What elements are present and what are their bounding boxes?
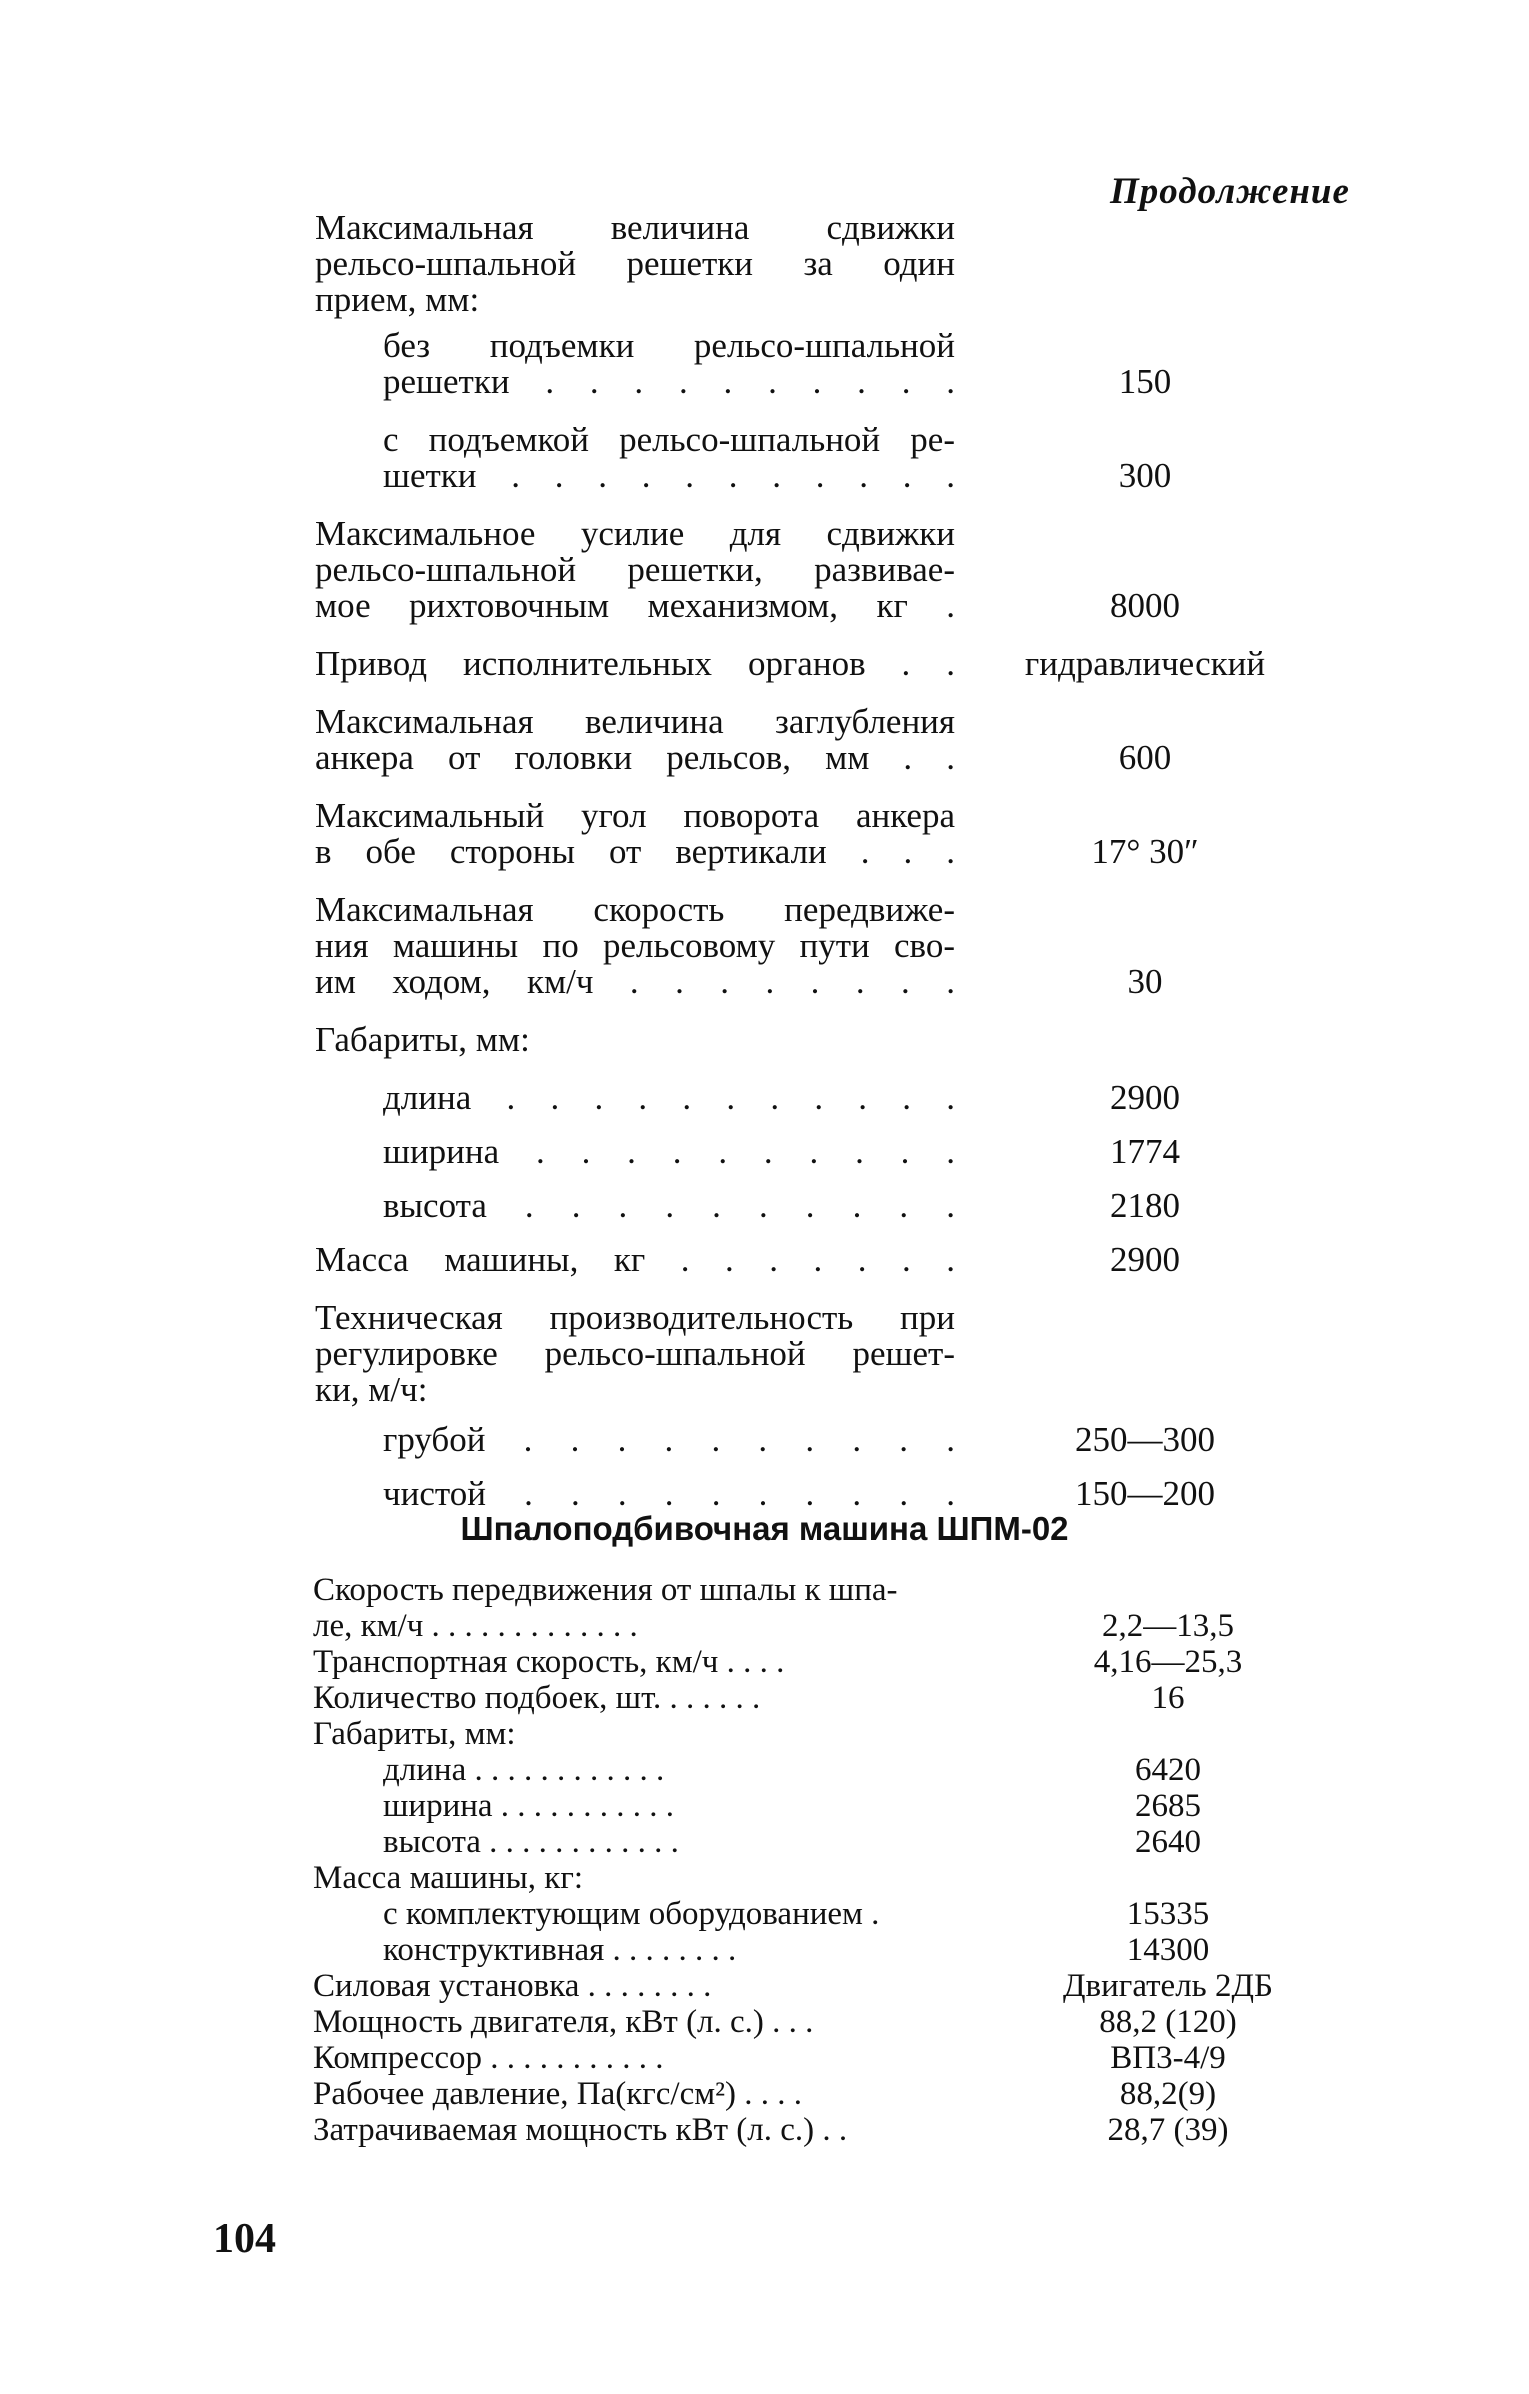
spec-row [315,1080,1325,1116]
spec-row [313,1680,1333,1716]
spec-label: Компрессор . . . . . . . . . . . [313,2040,664,2076]
spec-value: ВП3-4/9 [1110,2040,1226,2076]
spec-label: Максимальное усилие для сдвижки [315,514,955,553]
spec-label: Привод исполнительных органов . . [315,644,955,683]
spec-value: 2900 [1110,1078,1180,1117]
spec-label: Максимальный угол поворота анкера [315,796,955,835]
productivity-heading [315,1300,1325,1408]
spec-row [313,1860,1333,1896]
spec-value: Двигатель 2ДБ [1063,1968,1273,2004]
spec-value: 30 [1127,962,1163,1001]
shift-intro-line: Максимальная величина сдвижки [315,208,955,247]
spec-row [313,1896,1333,1932]
spec-value: 17° 30″ [1091,832,1199,871]
spec-row [313,1824,1333,1860]
spec-value: 2180 [1110,1186,1180,1225]
spec-value: 600 [1118,738,1172,777]
spec-row [313,1608,1333,1644]
spec-value: 14300 [1126,1932,1210,1968]
shift-intro-line: рельсо-шпальной решетки за один [315,244,955,283]
spec-value: 2640 [1135,1824,1201,1860]
spec-value: 2,2—13,5 [1102,1608,1234,1644]
spec-row [315,646,1325,682]
spec-value: 2685 [1135,1788,1201,1824]
spec-value: 28,7 (39) [1107,2112,1229,2148]
dimensions-heading: Габариты, мм: [315,1020,530,1059]
spec-value: 300 [1118,456,1172,495]
spec-label: Количество подбоек, шт. . . . . . . [313,1680,761,1716]
spec-label: Скорость передвижения от шпалы к шпа- [313,1572,898,1608]
spec-row [313,1572,1333,1608]
spec-label: Масса машины, кг: [313,1860,584,1896]
spec-label: конструктивная . . . . . . . . [383,1932,737,1968]
spec-label: Максимальная скорость передвиже- [315,890,955,929]
spec-label: с комплектующим оборудованием . [383,1896,880,1932]
spec-row [315,1134,1325,1170]
spec-value: 15335 [1126,1896,1210,1932]
spec-label: высота . . . . . . . . . . [383,1186,955,1225]
spec-label: ния машины по рельсовому пути сво- [315,926,955,965]
specs-section-2 [313,1572,1333,2148]
spec-row [315,1476,1325,1512]
spec-value: 16 [1151,1680,1185,1716]
spec-label: Затрачиваемая мощность кВт (л. с.) . . [313,2112,848,2148]
spec-label: Максимальная величина заглубления [315,702,955,741]
spec-label: с подъемкой рельсо-шпальной ре- [383,420,955,459]
spec-label: без подъемки рельсо-шпальной [383,326,955,365]
spec-value: 1774 [1110,1132,1180,1171]
spec-label: рельсо-шпальной решетки, развивае- [315,550,955,589]
spec-row [315,1242,1325,1278]
spec-row [315,328,1325,400]
spec-label: в обе стороны от вертикали . . . [315,832,955,871]
spec-label: решетки . . . . . . . . . . [383,362,955,401]
spec-value: 250—300 [1075,1420,1215,1459]
spec-value: 88,2(9) [1119,2076,1217,2112]
spec-row [313,1752,1333,1788]
section-title: Шпалоподбивочная машина ШПМ-02 [460,1510,1069,1547]
spec-value: 6420 [1135,1752,1201,1788]
spec-value: гидравлический [1024,644,1266,683]
spec-row [315,892,1325,1000]
spec-row [315,704,1325,776]
spec-label: анкера от головки рельсов, мм . . [315,738,955,777]
spec-label: ширина . . . . . . . . . . [383,1132,955,1171]
spec-label: Масса машины, кг . . . . . . . [315,1240,955,1279]
spec-row [313,2004,1333,2040]
spec-label: Рабочее давление, Па(кгс/см²) . . . . [313,2076,803,2112]
spec-label: грубой . . . . . . . . . . [383,1420,955,1459]
spec-row [313,2112,1333,2148]
spec-row [315,1188,1325,1224]
spec-label: Габариты, мм: [313,1716,516,1752]
spec-label: Транспортная скорость, км/ч . . . . [313,1644,785,1680]
spec-row [313,1644,1333,1680]
spec-label: Мощность двигателя, кВт (л. с.) . . . [313,2004,814,2040]
spec-label: длина . . . . . . . . . . . . [383,1752,665,1788]
spec-row [313,2076,1333,2112]
spec-label: Силовая установка . . . . . . . . [313,1968,712,2004]
spec-label: ле, км/ч . . . . . . . . . . . . . [313,1608,638,1644]
page-number: 104 [213,2216,276,2262]
spec-label: мое рихтовочным механизмом, кг . [315,586,955,625]
spec-row [315,516,1325,624]
spec-row [315,798,1325,870]
spec-value: 150 [1118,362,1172,401]
spec-value: 2900 [1110,1240,1180,1279]
specs-section-1 [315,210,1325,1512]
shift-intro-line: прием, мм: [315,280,480,319]
spec-label: им ходом, км/ч . . . . . . . . [315,962,955,1001]
continuation-label: Продолжение [1110,171,1350,212]
spec-label: длина . . . . . . . . . . . [383,1078,955,1117]
spec-row [313,1788,1333,1824]
spec-row [313,1932,1333,1968]
productivity-line: регулировке рельсо-шпальной решет- [315,1334,955,1373]
productivity-line: ки, м/ч: [315,1370,428,1409]
spec-value: 4,16—25,3 [1093,1644,1243,1680]
shift-intro [315,210,1325,318]
spec-row [313,1716,1333,1752]
spec-label: чистой . . . . . . . . . . [383,1474,955,1513]
productivity-line: Техническая производительность при [315,1298,955,1337]
spec-row [315,422,1325,494]
spec-label: ширина . . . . . . . . . . . [383,1788,675,1824]
spec-value: 150—200 [1075,1474,1215,1513]
spec-row [313,2040,1333,2076]
spec-label: шетки . . . . . . . . . . . [383,456,955,495]
spec-row [315,1422,1325,1458]
spec-label: высота . . . . . . . . . . . . [383,1824,679,1860]
spec-row [313,1968,1333,2004]
spec-value: 88,2 (120) [1099,2004,1237,2040]
spec-value: 8000 [1110,586,1180,625]
